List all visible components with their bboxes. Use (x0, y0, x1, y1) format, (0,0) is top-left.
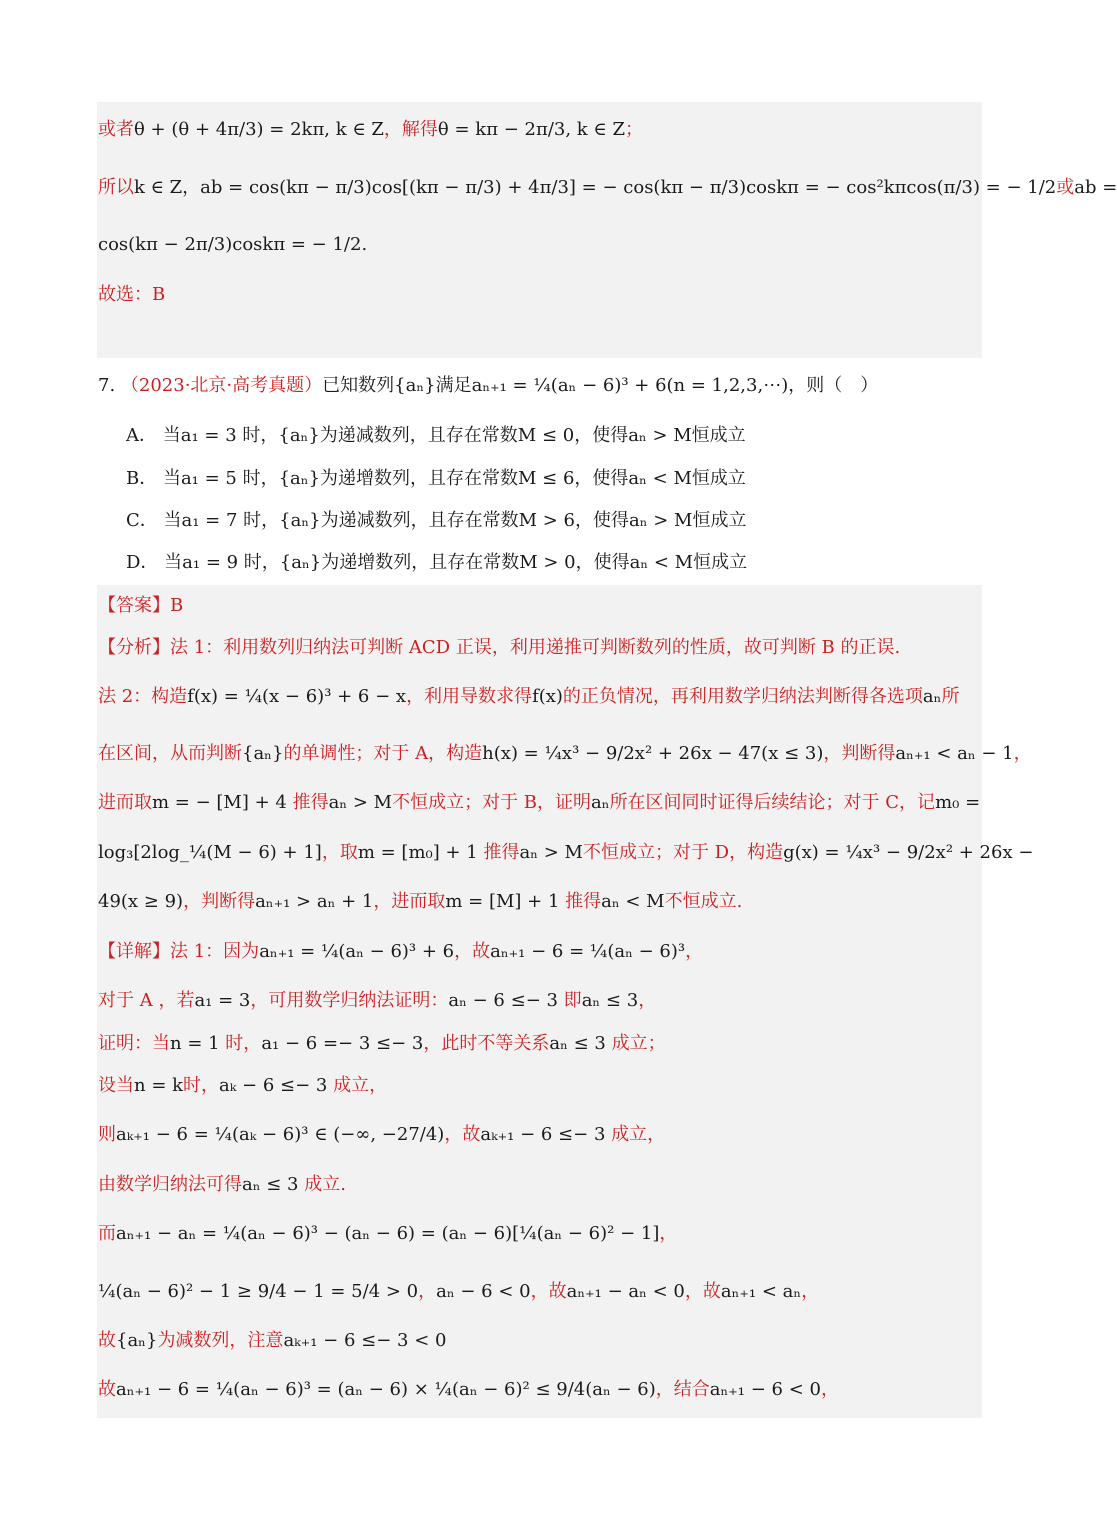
answer-line-segment: f(x) (532, 686, 563, 707)
answer-line-segment: ， (659, 1223, 678, 1244)
answer-line-segment: h(x) = ¼x³ − 9/2x² + 26x − 47(x ≤ 3) (482, 743, 824, 764)
answer-line-segment: a₁ − 6 =− 3 ≤− 3 (261, 1033, 424, 1054)
answer-line (98, 685, 959, 709)
answer-line-segment: 所 (941, 686, 960, 707)
answer-line (98, 940, 703, 964)
answer-line-segment: m = [M] + 1 (445, 891, 560, 912)
option-label: C． (126, 510, 158, 531)
answer-line-segment: a₁ = 3 (194, 990, 251, 1011)
solution-line-segment: k ∈ Z，ab = cos(kπ − π/3)cos[(kπ − π/3) + 4π/3] = − cos(kπ − π/3)coskπ = − cos²kπcos(π/3) = − 1/2 (134, 177, 1057, 198)
answer-line-segment: 成立， (605, 1124, 666, 1145)
answer-line-segment: ，进而取 (373, 891, 446, 912)
answer-line (98, 636, 900, 660)
answer-line-segment: 【分析】法 1：利用数列归纳法可判断 ACD 正误，利用递推可判断数列的性质，故可判断 B 的正误. (98, 637, 901, 658)
answer-line-segment: n = 1 (170, 1033, 220, 1054)
answer-line (98, 989, 656, 1013)
answer-line-segment: ，此时不等关系 (423, 1033, 550, 1054)
answer-line-segment: n = k (134, 1075, 184, 1096)
answer-line-segment: ，可用数学归纳法证明： (250, 990, 449, 1011)
answer-line-segment: aₙ₊₁ = ¼(aₙ − 6)³ + 6 (259, 941, 455, 962)
answer-line-segment: aₙ > M (519, 842, 583, 863)
solution-line-segment: θ = kπ − 2π/3, k ∈ Z (437, 119, 625, 140)
answer-line-segment: ，取 (321, 842, 358, 863)
answer-line-segment: 法 2：构造 (98, 686, 188, 707)
answer-line-segment: m = [m₀] + 1 (357, 842, 478, 863)
answer-line (98, 841, 1033, 865)
option-text: 当a₁ = 3 时，{aₙ}为递减数列，且存在常数M ≤ 0，使得aₙ > M恒成立 (157, 425, 746, 446)
answer-line-segment: ，判断得 (183, 891, 256, 912)
answer-line-segment: log₃[2log_¼(M − 6) + 1] (98, 842, 322, 863)
answer-line (98, 1329, 446, 1353)
option-d (126, 551, 747, 575)
answer-line-segment: 故 (98, 1379, 116, 1400)
answer-line-segment: aₙ (591, 792, 610, 813)
answer-line-segment: 所在区间同时证得后续结论；对于 C，记 (609, 792, 936, 813)
answer-line-segment: 时， (219, 1033, 262, 1054)
answer-line-segment: 时， (183, 1075, 220, 1096)
answer-line-segment: 则 (98, 1124, 116, 1145)
answer-line (98, 594, 183, 618)
answer-line-segment: 在区间，从而判断 (98, 743, 242, 764)
answer-line-segment: 的单调性；对于 A，构造 (283, 743, 483, 764)
answer-line-segment: 不恒成立；对于 B，证明 (392, 792, 592, 813)
answer-line-segment: ，结合 (655, 1379, 710, 1400)
solution-line-segment: θ + (θ + 4π/3) = 2kπ, k ∈ Z (134, 119, 384, 140)
question-stem-segment: （2023·北京·高考真题） (120, 375, 323, 396)
answer-line (98, 1280, 819, 1304)
answer-line-segment: ，判断得 (823, 743, 896, 764)
answer-line-segment: 推得 (559, 891, 602, 912)
answer-line-segment: 设当 (98, 1075, 134, 1096)
answer-line-segment: 成立. (298, 1174, 346, 1195)
answer-line-segment: 故 (98, 1330, 116, 1351)
answer-line-segment: aₙ₊₁ < aₙ − 1 (895, 743, 1014, 764)
answer-line-segment: 【详解】法 1：因为 (98, 941, 260, 962)
answer-line-segment: ， (820, 1379, 839, 1400)
answer-line-segment: 成立， (327, 1075, 388, 1096)
answer-line-segment: aₙ₊₁ < aₙ (720, 1281, 802, 1302)
answer-line-segment: 的正负情况，再利用数学归纳法判断得各选项 (562, 686, 923, 707)
answer-line-segment: ， (418, 1281, 437, 1302)
answer-line-segment: {aₙ} (242, 743, 284, 764)
answer-line-segment: aₙ (922, 686, 942, 707)
solution-line-segment: cos(kπ − 2π/3)coskπ = − 1/2. (98, 234, 368, 255)
answer-line-segment: aₙ ≤ 3 (581, 990, 639, 1011)
answer-line-segment: ，故 (530, 1281, 567, 1302)
answer-line-segment: 【答案】B (98, 595, 184, 616)
answer-line (98, 1378, 839, 1402)
option-a (126, 424, 746, 448)
answer-line-segment: 49(x ≥ 9) (98, 891, 184, 912)
answer-line-segment: ， (801, 1281, 820, 1302)
solution-line (98, 233, 367, 257)
answer-line (98, 1032, 666, 1056)
answer-line-segment: {aₙ} (116, 1330, 158, 1351)
option-c (126, 509, 746, 533)
answer-line-segment: aₙ ≤ 3 (549, 1033, 606, 1054)
answer-line-segment: ，故 (684, 1281, 721, 1302)
answer-line-segment: aₖ₊₁ − 6 ≤− 3 < 0 (283, 1330, 447, 1351)
solution-line-segment: ab = (1074, 177, 1117, 198)
answer-line-segment: 对于 A ，若 (98, 990, 195, 1011)
solution-line-segment: ，解得 (383, 119, 438, 140)
answer-line-segment: ，利用导数求得 (406, 686, 533, 707)
answer-line-segment: aₙ − 6 < 0 (436, 1281, 531, 1302)
answer-line-segment: aₖ₊₁ − 6 = ¼(aₖ − 6)³ ∈ (−∞, −27/4) (116, 1124, 445, 1145)
answer-line-segment: 由数学归纳法可得 (98, 1174, 242, 1195)
answer-line (98, 1123, 665, 1147)
solution-line (98, 118, 643, 142)
answer-line-segment: ， (1013, 743, 1032, 764)
answer-line-segment: aₙ₊₁ > aₙ + 1 (255, 891, 374, 912)
solution-line-segment: 故选：B (98, 284, 166, 305)
answer-line (98, 791, 980, 815)
answer-line-segment: 成立； (605, 1033, 666, 1054)
option-label: D． (126, 552, 159, 573)
answer-line-segment: 不恒成立；对于 D，构造 (582, 842, 784, 863)
option-text: 当a₁ = 9 时，{aₙ}为递增数列，且存在常数M > 0，使得aₙ < M恒成立 (158, 552, 748, 573)
answer-line-segment: aₖ − 6 ≤− 3 (219, 1075, 328, 1096)
answer-line-segment: ¼(aₙ − 6)² − 1 ≥ 9/4 − 1 = 5/4 > 0 (98, 1281, 419, 1302)
answer-line (98, 742, 1032, 766)
answer-line (98, 890, 742, 914)
answer-line-segment: aₙ₊₁ − 6 = ¼(aₙ − 6)³ = (aₙ − 6) × ¼(aₙ − 6)² ≤ 9/4(aₙ − 6) (116, 1379, 656, 1400)
answer-line-segment: ， (685, 941, 704, 962)
solution-line-segment: 或者 (98, 119, 134, 140)
answer-line-segment: aₙ₊₁ − aₙ = ¼(aₙ − 6)³ − (aₙ − 6) = (aₙ − 6)[¼(aₙ − 6)² − 1] (116, 1223, 660, 1244)
solution-line-segment: 所以 (98, 177, 134, 198)
solution-line-segment: ； (624, 119, 643, 140)
answer-line-segment: aₙ₊₁ − 6 < 0 (709, 1379, 821, 1400)
answer-line-segment: aₖ₊₁ − 6 ≤− 3 (480, 1124, 606, 1145)
answer-line-segment: 证明：当 (98, 1033, 170, 1054)
option-text: 当a₁ = 5 时，{aₙ}为递增数列，且存在常数M ≤ 6，使得aₙ < M恒成立 (157, 468, 746, 489)
answer-line-segment: aₙ > M (328, 792, 393, 813)
answer-line-segment: f(x) = ¼(x − 6)³ + 6 − x (187, 686, 407, 707)
question-stem-segment: 7. (98, 375, 121, 396)
option-label: A． (126, 425, 157, 446)
answer-line-segment: aₙ ≤ 3 (242, 1174, 299, 1195)
question-stem-segment: 已知数列{aₙ}满足aₙ₊₁ = ¼(aₙ − 6)³ + 6(n = 1,2,3,⋯)，则（ ） (322, 375, 879, 396)
answer-line-segment: ，故 (454, 941, 491, 962)
answer-line-segment: aₙ₊₁ − 6 = ¼(aₙ − 6)³ (490, 941, 686, 962)
solution-line (98, 283, 165, 307)
answer-line-segment: 而 (98, 1223, 116, 1244)
answer-line (98, 1173, 346, 1197)
answer-line (98, 1222, 677, 1246)
solution-line-segment: 或 (1056, 177, 1075, 198)
answer-line-segment: 不恒成立. (664, 891, 743, 912)
answer-line-segment: 进而取 (98, 792, 152, 813)
solution-line (98, 176, 1117, 200)
answer-line-segment: 为减数列，注意 (157, 1330, 284, 1351)
option-b (126, 467, 746, 491)
answer-line-segment: aₙ < M (601, 891, 665, 912)
answer-line-segment: m = − [M] + 4 (152, 792, 287, 813)
answer-line-segment: ， (638, 990, 657, 1011)
answer-line-segment: ，故 (444, 1124, 481, 1145)
answer-line-segment: 推得 (286, 792, 329, 813)
answer-line (98, 1074, 387, 1098)
answer-line-segment: 即 (557, 990, 582, 1011)
answer-line-segment: m₀ = (935, 792, 981, 813)
answer-line-segment: aₙ₊₁ − aₙ < 0 (566, 1281, 685, 1302)
answer-line-segment: g(x) = ¼x³ − 9/2x² + 26x − (783, 842, 1034, 863)
answer-line-segment: 推得 (477, 842, 520, 863)
question-stem (98, 374, 878, 398)
option-text: 当a₁ = 7 时，{aₙ}为递减数列，且存在常数M > 6，使得aₙ > M恒成立 (157, 510, 747, 531)
answer-line-segment: aₙ − 6 ≤− 3 (448, 990, 558, 1011)
option-label: B． (126, 468, 158, 489)
